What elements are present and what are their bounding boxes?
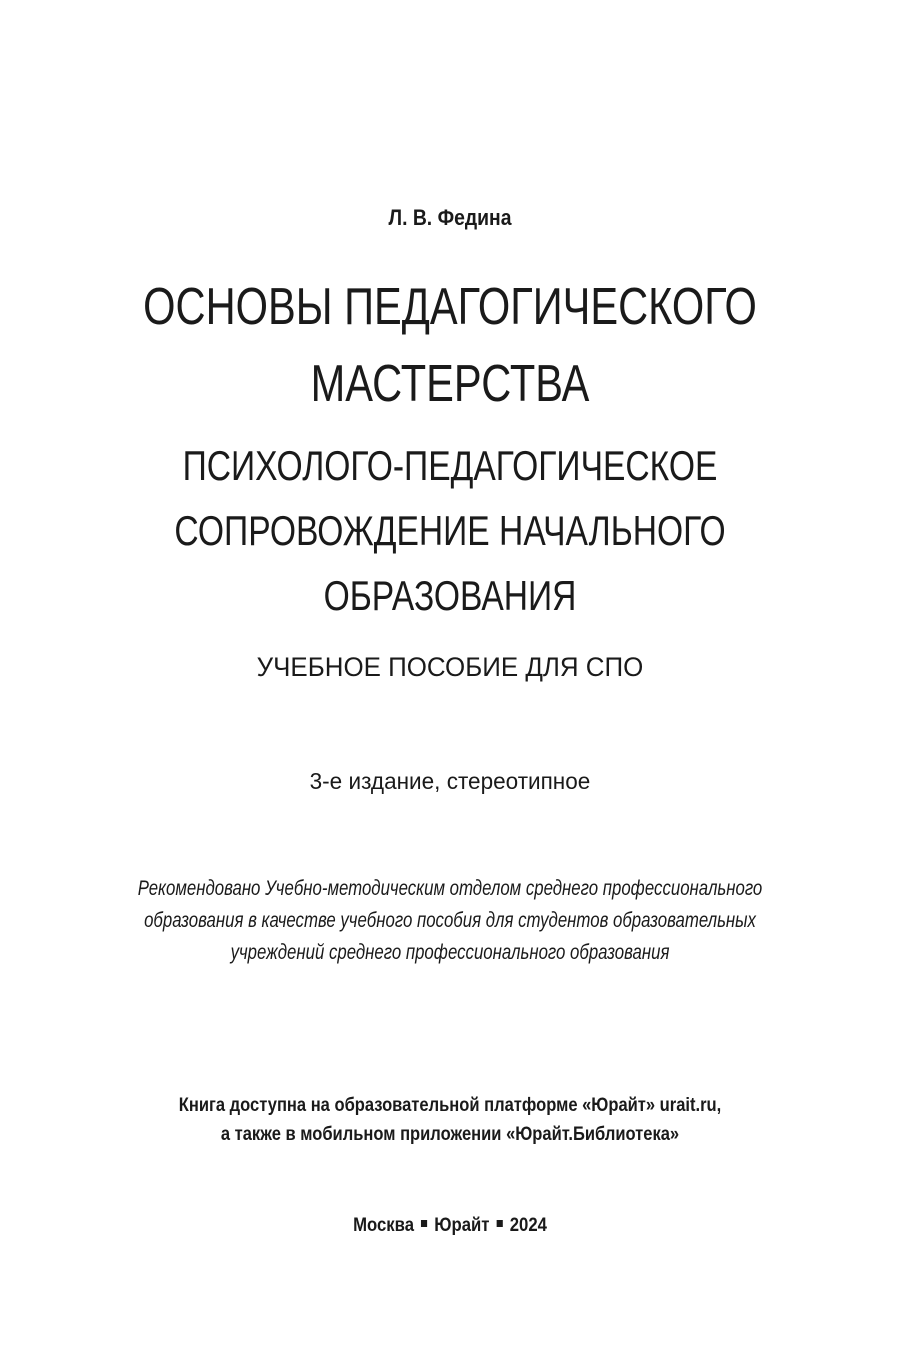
- availability-line-1: Книга доступна на образовательной платформе «Юрайт» urait.ru,: [178, 1095, 722, 1116]
- book-subtitle-line-3: ОБРАЗОВАНИЯ: [323, 572, 577, 619]
- imprint-year: 2024: [509, 1215, 547, 1236]
- book-title-line-1: ОСНОВЫ ПЕДАГОГИЧЕСКОГО: [143, 278, 757, 336]
- edition-note: 3-е издание, стереотипное: [309, 768, 591, 794]
- square-separator-icon: [497, 1220, 503, 1227]
- book-type: УЧЕБНОЕ ПОСОБИЕ ДЛЯ СПО: [256, 652, 644, 682]
- imprint-city: Москва: [353, 1215, 415, 1236]
- availability-line-2: а также в мобильном приложении «Юрайт.Библиотека»: [220, 1124, 680, 1145]
- recommendation-line-1: Рекомендовано Учебно-методическим отделом среднего профессионального: [137, 877, 763, 900]
- square-separator-icon: [421, 1220, 427, 1227]
- book-subtitle-line-2: СОПРОВОЖДЕНИЕ НАЧАЛЬНОГО: [174, 507, 726, 554]
- imprint-publisher: Юрайт: [434, 1215, 490, 1236]
- author-name: Л. В. Федина: [388, 205, 512, 230]
- book-subtitle-line-1: ПСИХОЛОГО-ПЕДАГОГИЧЕСКОЕ: [182, 442, 718, 489]
- recommendation-line-3: учреждений среднего профессионального образования: [230, 941, 670, 964]
- recommendation-line-2: образования в качестве учебного пособия для студентов образовательных: [144, 909, 756, 932]
- imprint: [54, 1215, 846, 1237]
- book-title-line-2: МАСТЕРСТВА: [310, 355, 590, 413]
